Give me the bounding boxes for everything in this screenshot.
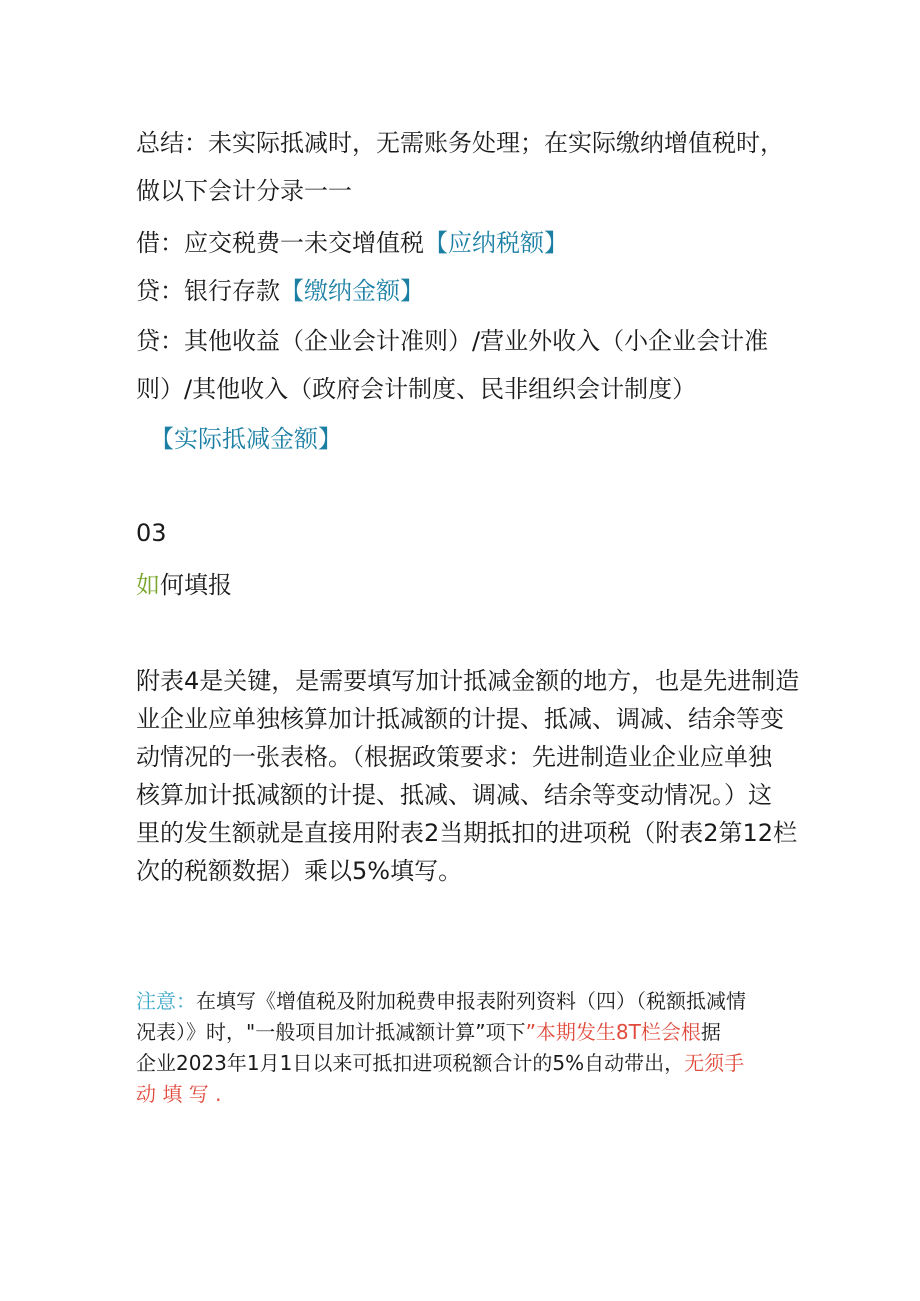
note-char: 动 (136, 1082, 156, 1106)
paragraph-line: 业企业应单独核算加计抵减额的计提、抵减、调减、结余等变 (136, 705, 784, 733)
note-label: 注意： (136, 989, 196, 1013)
note-text-2b: 据 (700, 1020, 721, 1044)
paragraph-line: 核算加计抵减额的计提、抵减、调减、结余等变动情况。）这 (136, 781, 772, 809)
note-text-3: 企业2023年1月1日以来可抵扣进项税额合计的5%自动带出， (136, 1051, 685, 1075)
debit-account: 借：应交税费一未交增值税 (136, 229, 424, 257)
credit-amount-label-2: 【实际抵减金额】 (150, 425, 342, 453)
section-title-first-char: 如 (136, 571, 160, 599)
section-number: 03 (136, 519, 167, 547)
paragraph-line: 里的发生额就是直接用附表2当期抵扣的进项税（附表2第12栏 (136, 819, 798, 847)
note-char: . (215, 1082, 222, 1106)
note-block (136, 986, 808, 1110)
credit-entry-1 (136, 276, 424, 306)
note-highlight-1: ”本期发生8T栏会根 (525, 1020, 701, 1044)
paragraph-line: 附表4是关键，是需要填写加计抵减金额的地方，也是先进制造 (136, 667, 800, 695)
debit-amount-label: 【应纳税额】 (424, 229, 568, 257)
note-line-4 (136, 1079, 808, 1110)
paragraph-line: 次的税额数据）乘以5%填写。 (136, 857, 463, 885)
section-title-rest: 何填报 (160, 571, 232, 599)
note-text-2a: 况表）》时，"一般项目加计抵减额计算”项下 (136, 1020, 526, 1044)
note-highlight-2: 无须手 (684, 1051, 745, 1075)
note-text-1: 在填写《增值税及附加税费申报表附列资料（四）（税额抵减情 (196, 989, 746, 1013)
body-paragraph (136, 662, 808, 890)
note-line-2 (136, 1017, 808, 1048)
credit-amount-label-1: 【缴纳金额】 (280, 277, 424, 305)
section-title (136, 570, 232, 600)
credit-entry-2-line-2: 则）/其他收入（政府会计制度、民非组织会计制度） (136, 375, 697, 403)
summary-line-1: 总结：未实际抵减时，无需账务处理；在实际缴纳增值税时， (136, 129, 784, 157)
summary-line-2: 做以下会计分录一一 (136, 177, 352, 205)
credit-account-1: 贷：银行存款 (136, 277, 280, 305)
debit-entry (136, 228, 568, 258)
paragraph-line: 动情况的一张表格。（根据政策要求：先进制造业企业应单独 (136, 743, 772, 771)
note-char: 填 (162, 1082, 183, 1106)
note-line-1 (136, 986, 808, 1017)
note-char: 写 (188, 1082, 209, 1106)
note-line-3 (136, 1048, 808, 1079)
credit-entry-2-line-1: 贷：其他收益（企业会计准则）/营业外收入（小企业会计准 (136, 327, 769, 355)
